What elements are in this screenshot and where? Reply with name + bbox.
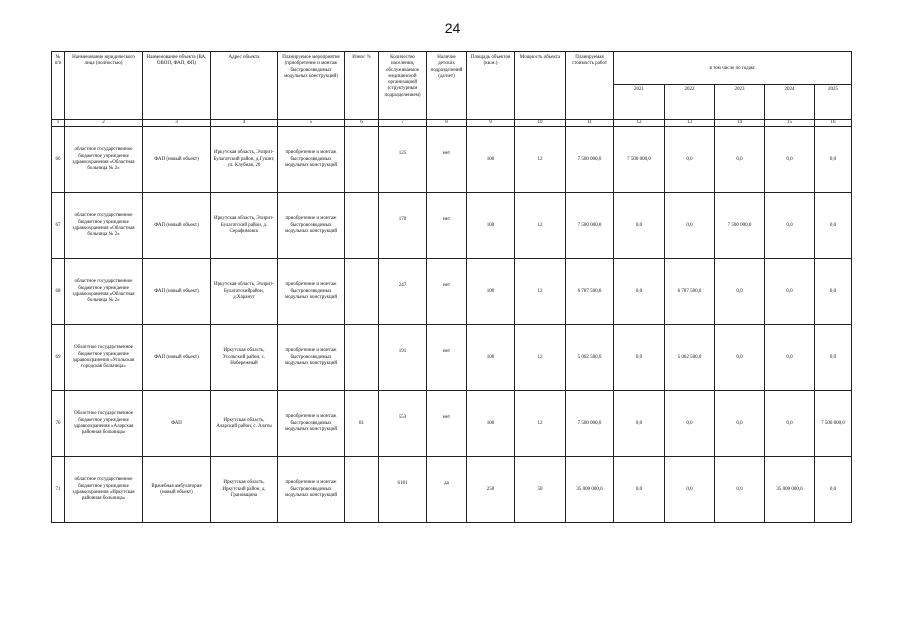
cost-cell: 7 500 000,0 [566, 391, 614, 457]
year-2024-cell: 0,0 [765, 259, 815, 325]
object-name-cell: Врачебная амбулатория (новый объект) [143, 457, 211, 523]
page-number: 24 [444, 20, 461, 36]
children-units-cell [427, 391, 467, 457]
table-row [52, 457, 852, 523]
header-cost: Планируемая стоимость работ [566, 52, 614, 120]
year-2023-cell: 0,0 [715, 457, 765, 523]
row-number: 68 [52, 259, 65, 325]
year-2022-cell: 0,0 [665, 457, 715, 523]
column-number: 13 [665, 120, 715, 127]
children-units-cell [427, 127, 467, 193]
year-2024-cell: 0,0 [765, 127, 815, 193]
table-row [52, 391, 852, 457]
children-units-cell-value: нет [442, 282, 451, 288]
address-cell: Иркутская область, Аларский район, с. Алаты [211, 391, 278, 457]
wear-cell [345, 457, 379, 523]
wear-cell: 81 [345, 391, 379, 457]
object-name-cell: ФАП [143, 391, 211, 457]
header-year-2021: 2021 [614, 85, 665, 120]
column-number: 5 [278, 120, 345, 127]
year-2021-cell: 0,0 [614, 457, 665, 523]
object-name-cell: ФАП (новый объект) [143, 193, 211, 259]
cost-cell: 6 787 500,0 [566, 259, 614, 325]
area-cell: 100 [467, 391, 515, 457]
year-2022-cell: 6 787 500,0 [665, 259, 715, 325]
population-cell [379, 325, 427, 391]
legal-entity-cell: областное государственное бюджетное учреждение здравоохранения «Областная больница № 2» [65, 259, 143, 325]
header-wear: Износ % [345, 52, 379, 120]
column-number: 7 [379, 120, 427, 127]
column-number: 6 [345, 120, 379, 127]
header-row [52, 52, 852, 85]
header-year-2025: 2025 [815, 85, 852, 120]
header-legal-entity: Наименование юридического лица (полностью) [65, 52, 143, 120]
year-2021-cell: 7 500 000,0 [614, 127, 665, 193]
capacity-cell: 12 [515, 325, 566, 391]
header-population: Количество населения, обслуживаемое медицинской организацией (структурным подразделением) [379, 52, 427, 120]
population-cell-value: 191 [398, 348, 407, 354]
population-cell [379, 127, 427, 193]
year-2024-cell: 35 000 000,0 [765, 457, 815, 523]
row-number: 70 [52, 391, 65, 457]
capacity-cell: 12 [515, 127, 566, 193]
row-number: 66 [52, 127, 65, 193]
object-name-cell: ФАП (новый объект) [143, 325, 211, 391]
column-number: 16 [815, 120, 852, 127]
legal-entity-cell: областное государственное бюджетное учреждение здравоохранения «Областная больница № 2» [65, 127, 143, 193]
row-number: 71 [52, 457, 65, 523]
legal-entity-cell: Областное государственное бюджетное учреждение здравоохранения «Усольская городская больница» [65, 325, 143, 391]
population-cell [379, 391, 427, 457]
area-cell: 100 [467, 325, 515, 391]
measure-cell: приобретение и монтаж быстровозводимых модульных конструкций [278, 325, 345, 391]
column-number: 14 [715, 120, 765, 127]
year-2024-cell: 0,0 [765, 193, 815, 259]
wear-cell [345, 127, 379, 193]
year-2022-cell: 5 062 500,0 [665, 325, 715, 391]
children-units-cell [427, 259, 467, 325]
column-number: 11 [566, 120, 614, 127]
area-cell: 250 [467, 457, 515, 523]
year-2021-cell: 0,0 [614, 259, 665, 325]
year-2023-cell: 0,0 [715, 127, 765, 193]
children-units-cell-value: нет [442, 216, 451, 222]
capacity-cell: 12 [515, 193, 566, 259]
year-2023-cell: 0,0 [715, 391, 765, 457]
population-cell-value: 553 [398, 414, 407, 420]
year-2025-cell: 0,0 [815, 457, 852, 523]
year-2025-cell: 0,0 [815, 193, 852, 259]
population-cell [379, 193, 427, 259]
year-2024-cell: 0,0 [765, 325, 815, 391]
header-area: Площадь объектов (кв.м.) [467, 52, 515, 120]
population-cell [379, 457, 427, 523]
header-measure: Планируемое мероприятие (приобретение и монтаж быстровозводимых модульных конструкций) [278, 52, 345, 120]
cost-cell: 5 062 500,0 [566, 325, 614, 391]
year-2022-cell: 0,0 [665, 193, 715, 259]
header-capacity: Мощность объекта [515, 52, 566, 120]
header-object-name: Наименование объекта (ВА, ОВОП, ФАП, ФП) [143, 52, 211, 120]
legal-entity-cell: Областное государственное бюджетное учреждение здравоохранения «Аларская районная больница» [65, 391, 143, 457]
measure-cell: приобретение и монтаж быстровозводимых модульных конструкций [278, 259, 345, 325]
children-units-cell-value: нет [442, 348, 451, 354]
capacity-cell: 12 [515, 391, 566, 457]
row-number: 69 [52, 325, 65, 391]
population-cell-value: 6181 [397, 480, 408, 486]
header-year-2022: 2022 [665, 85, 715, 120]
header-no: № п/п [52, 52, 65, 120]
year-2023-cell: 7 500 000,0 [715, 193, 765, 259]
population-cell-value: 247 [398, 282, 407, 288]
children-units-cell [427, 325, 467, 391]
population-cell [379, 259, 427, 325]
cost-cell: 35 000 000,0 [566, 457, 614, 523]
children-units-cell-value: нет [442, 414, 451, 420]
table-row [52, 259, 852, 325]
column-number-row [52, 120, 852, 127]
header-year-2024: 2024 [765, 85, 815, 120]
measure-cell: приобретение и монтаж быстровозводимых модульных конструкций [278, 391, 345, 457]
address-cell: Иркутская область, Эхирит-Булагатский район, д.Гушит, ул. Клубная, 20 [211, 127, 278, 193]
header-by-years: в том числе по годам: [614, 52, 852, 85]
year-2025-cell: 7 500 000,0 [815, 391, 852, 457]
year-2022-cell: 0,0 [665, 127, 715, 193]
header-year-2023: 2023 [715, 85, 765, 120]
area-cell: 100 [467, 127, 515, 193]
column-number: 8 [427, 120, 467, 127]
year-2023-cell: 0,0 [715, 325, 765, 391]
header-children-units: Наличие детских подразделений (да/нет) [427, 52, 467, 120]
capacity-cell: 50 [515, 457, 566, 523]
population-cell-value: 125 [398, 150, 407, 156]
registry-table [51, 51, 852, 523]
table-row [52, 127, 852, 193]
children-units-cell-value: да [444, 480, 449, 486]
column-number: 15 [765, 120, 815, 127]
address-cell: Иркутская область, Эхирит-Булагатскийрайон, д.Харанут [211, 259, 278, 325]
table-row [52, 325, 852, 391]
legal-entity-cell: областное государственное бюджетное учреждение здравоохранения «Иркутская районная больница» [65, 457, 143, 523]
year-2021-cell: 0,0 [614, 325, 665, 391]
table-row [52, 193, 852, 259]
year-2022-cell: 0,0 [665, 391, 715, 457]
wear-cell [345, 259, 379, 325]
wear-cell [345, 193, 379, 259]
year-2023-cell: 0,0 [715, 259, 765, 325]
column-number: 10 [515, 120, 566, 127]
legal-entity-cell: областное государственное бюджетное учреждение здравоохранения «Областная больница № 2» [65, 193, 143, 259]
measure-cell: приобретение и монтаж быстровозводимых модульных конструкций [278, 193, 345, 259]
cost-cell: 7 500 000,0 [566, 127, 614, 193]
object-name-cell: ФАП (новый объект) [143, 259, 211, 325]
children-units-cell [427, 457, 467, 523]
wear-cell [345, 325, 379, 391]
column-number: 1 [52, 120, 65, 127]
year-2025-cell: 0,0 [815, 259, 852, 325]
column-number: 2 [65, 120, 143, 127]
population-cell-value: 170 [398, 216, 407, 222]
children-units-cell-value: нет [442, 150, 451, 156]
column-number: 9 [467, 120, 515, 127]
column-number: 12 [614, 120, 665, 127]
year-2021-cell: 0,0 [614, 391, 665, 457]
cost-cell: 7 500 000,0 [566, 193, 614, 259]
area-cell: 100 [467, 259, 515, 325]
address-cell: Иркутская область, Эхирит-Булагатский район, д. Серафимовск [211, 193, 278, 259]
year-2024-cell: 0,0 [765, 391, 815, 457]
table-body [52, 120, 852, 523]
row-number: 67 [52, 193, 65, 259]
area-cell: 100 [467, 193, 515, 259]
children-units-cell [427, 193, 467, 259]
address-cell: Иркутская область, Иркутский район, д. Грановщина [211, 457, 278, 523]
capacity-cell: 12 [515, 259, 566, 325]
year-2025-cell: 0,0 [815, 325, 852, 391]
address-cell: Иркутская область, Усольский район, с. Набережный [211, 325, 278, 391]
measure-cell: приобретение и монтаж быстровозводимых модульных конструкций [278, 127, 345, 193]
object-name-cell: ФАП (новый объект) [143, 127, 211, 193]
year-2021-cell: 0,0 [614, 193, 665, 259]
column-number: 4 [211, 120, 278, 127]
measure-cell: приобретение и монтаж быстровозводимых модульных конструкций [278, 457, 345, 523]
column-number: 3 [143, 120, 211, 127]
header-address: Адрес объекта [211, 52, 278, 120]
year-2025-cell: 0,0 [815, 127, 852, 193]
